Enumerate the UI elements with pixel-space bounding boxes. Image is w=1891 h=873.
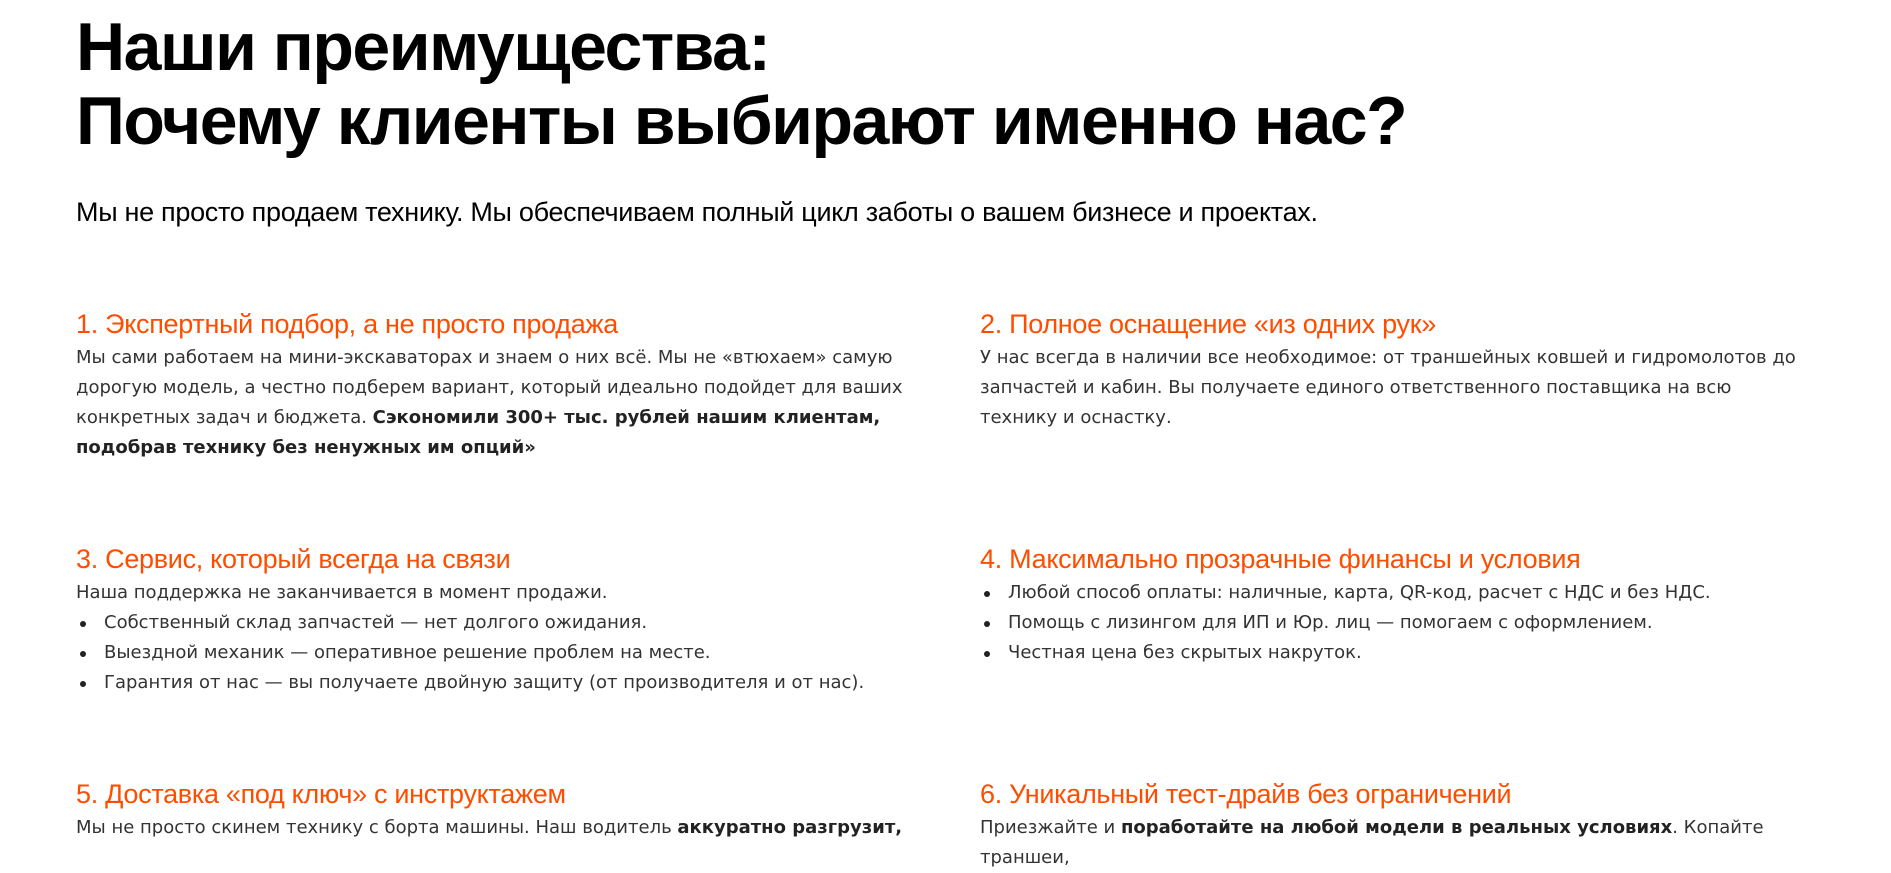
- advantage-card-6: [980, 775, 1800, 873]
- list-item: Любой способ оплаты: наличные, карта, QR-код, расчет с НДС и без НДС.: [1008, 578, 1800, 608]
- advantage-card-1: [76, 305, 936, 463]
- list-item: Собственный склад запчастей — нет долгого ожидания.: [104, 608, 936, 638]
- advantage-title: 1. Экспертный подбор, а не просто продажа: [76, 309, 618, 339]
- advantage-text: [76, 813, 936, 843]
- advantage-card-3: [76, 540, 936, 698]
- page-title: [76, 0, 1816, 158]
- advantage-title: 4. Максимально прозрачные финансы и условия: [980, 544, 1581, 574]
- list-item: Гарантия от нас — вы получаете двойную защиту (от производителя и от нас).: [104, 668, 936, 698]
- page-title-line-1: Наши преимущества:: [76, 9, 770, 85]
- advantage-card-2: [980, 305, 1800, 433]
- advantage-text-bold: аккуратно разгрузит,: [677, 817, 903, 838]
- advantage-text-regular: Мы не просто скинем технику с борта машины. Наш водитель: [76, 817, 678, 838]
- page-title-line-2: Почему клиенты выбирают именно нас?: [76, 83, 1407, 159]
- advantages-section: [76, 0, 1816, 868]
- advantage-text: Наша поддержка не заканчивается в момент продажи.: [76, 582, 608, 603]
- list-item: Выездной механик — оперативное решение проблем на месте.: [104, 638, 936, 668]
- advantage-text-regular: Мы сами работаем на мини-экскаваторах и знаем о них всё. Мы не «втюхаем» самую дорогую модель, а честно подберем вариант, который идеально подойдет для ваших конкретных задач и бюджета.: [76, 347, 903, 428]
- advantage-list: [980, 578, 1800, 668]
- advantage-text-bold: поработайте на любой модели в реальных условиях: [1120, 817, 1673, 838]
- advantage-list: [76, 608, 936, 698]
- list-item: Помощь с лизингом для ИП и Юр. лиц — помогаем с оформлением.: [1008, 608, 1800, 638]
- advantage-text-regular: Приезжайте и: [980, 817, 1121, 838]
- advantage-text: У нас всегда в наличии все необходимое: от траншейных ковшей и гидромолотов до запчастей и кабин. Вы получаете единого ответственного поставщика на всю технику и оснастку.: [980, 347, 1796, 428]
- advantage-text: [980, 813, 1800, 873]
- advantage-title: 3. Сервис, который всегда на связи: [76, 544, 511, 574]
- advantage-card-5: [76, 775, 936, 843]
- page-subtitle: Мы не просто продаем технику. Мы обеспечиваем полный цикл заботы о вашем бизнесе и проектах.: [76, 197, 1318, 227]
- advantage-text-regular-after: . Копайте траншеи,: [980, 817, 1764, 868]
- advantage-text-bold: Сэкономили 300+ тыс. рублей нашим клиентам, подобрав технику без ненужных им опций»: [76, 407, 881, 458]
- advantage-title: 6. Уникальный тест-драйв без ограничений: [980, 779, 1512, 809]
- list-item: Честная цена без скрытых накруток.: [1008, 638, 1800, 668]
- advantage-title: 5. Доставка «под ключ» с инструктажем: [76, 779, 566, 809]
- advantage-card-4: [980, 540, 1800, 668]
- advantage-text: [76, 343, 936, 463]
- advantage-title: 2. Полное оснащение «из одних рук»: [980, 309, 1436, 339]
